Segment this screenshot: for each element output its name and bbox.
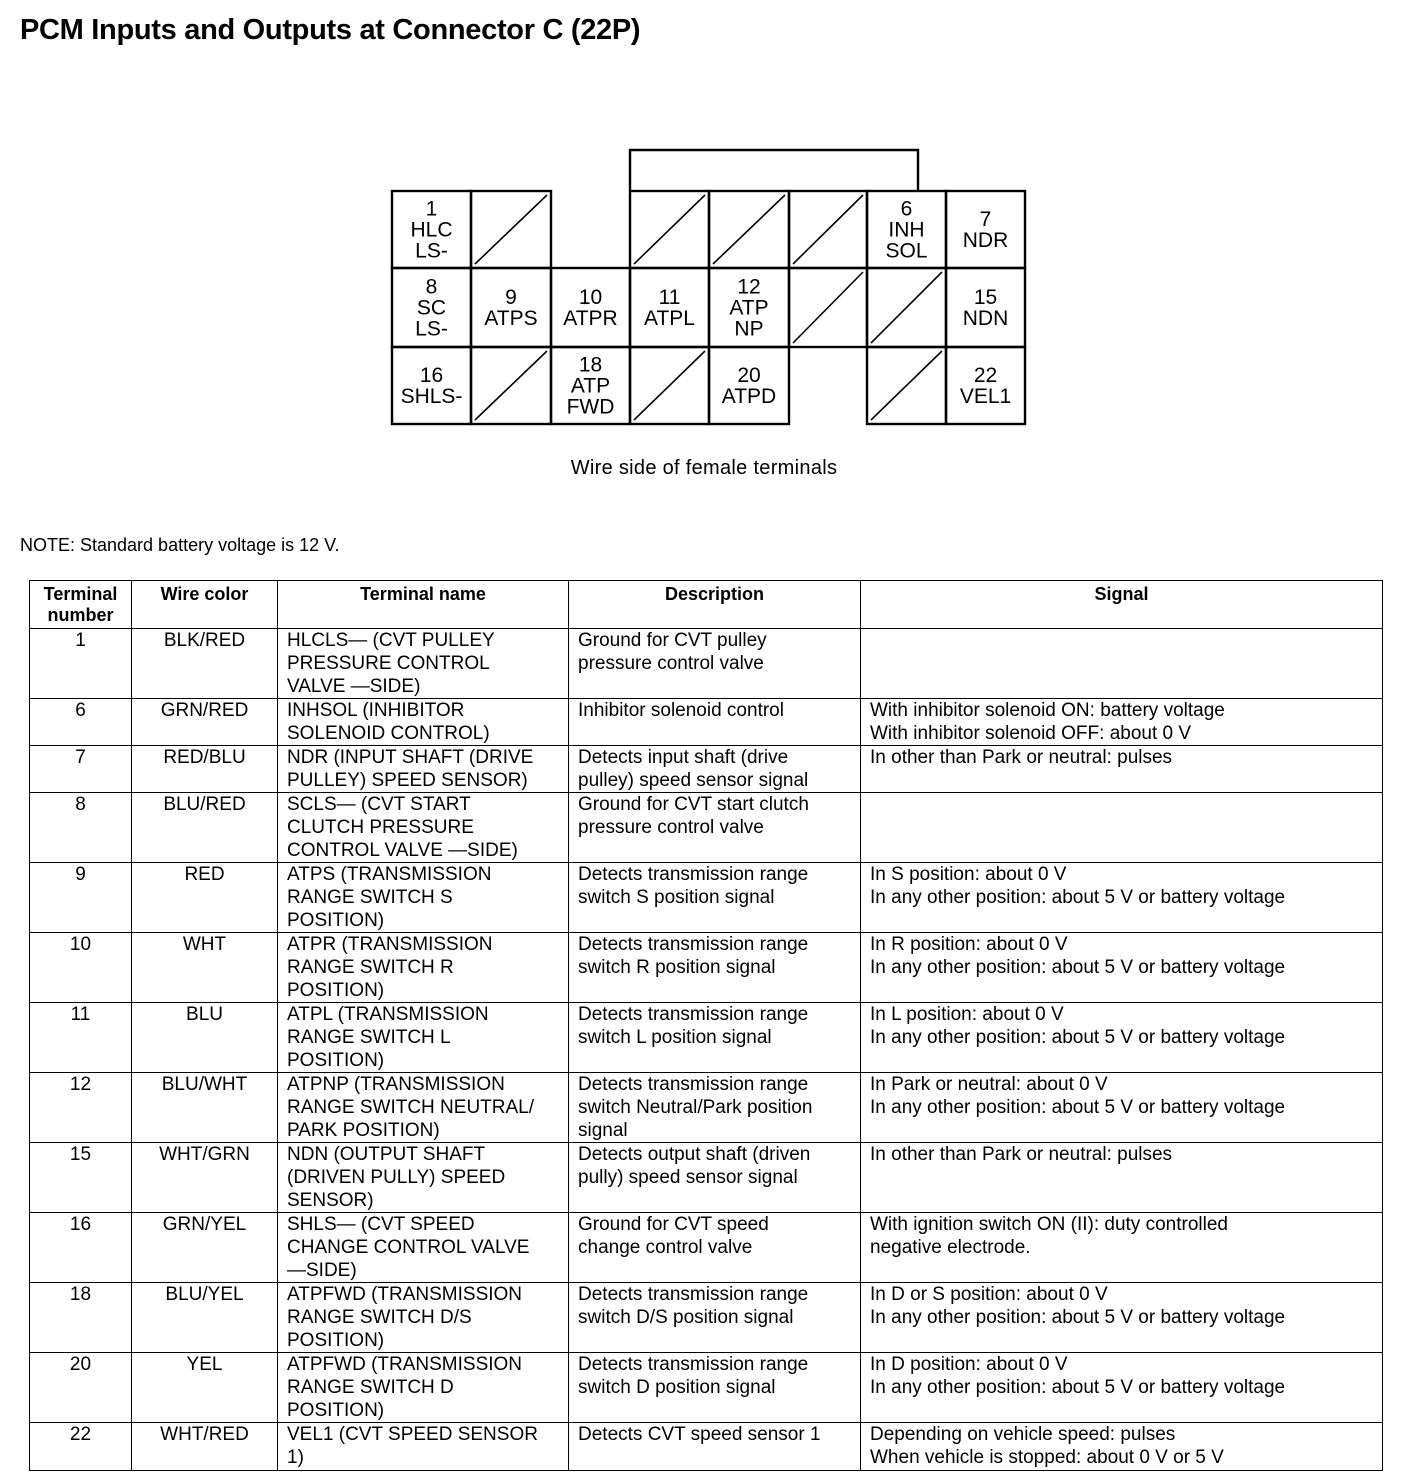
terminal-number-label: 8 bbox=[425, 275, 438, 299]
cell-wire-color: WHT bbox=[132, 933, 278, 1003]
cell-description: Detects transmission range switch D/S position signal bbox=[569, 1283, 861, 1353]
cell-wire-color: YEL bbox=[132, 1353, 278, 1423]
cell-description: Detects transmission range switch R position signal bbox=[569, 933, 861, 1003]
terminal-signal-label: ATP bbox=[729, 296, 769, 320]
cell-description: Ground for CVT pulley pressure control valve bbox=[569, 629, 861, 699]
terminal-signal-label: VEL1 bbox=[959, 385, 1012, 408]
cell-wire-color: RED/BLU bbox=[132, 746, 278, 793]
cell-terminal-number: 9 bbox=[30, 863, 132, 933]
unused-slash bbox=[871, 351, 942, 420]
cell-terminal-name: ATPNP (TRANSMISSION RANGE SWITCH NEUTRAL/ PARK POSITION) bbox=[278, 1073, 569, 1143]
unused-slash bbox=[634, 195, 705, 264]
terminal-number-label: 18 bbox=[578, 353, 603, 377]
terminal-signal-label: INH bbox=[888, 218, 925, 242]
terminal-signal-label: LS- bbox=[415, 239, 448, 263]
header-terminal-name: Terminal name bbox=[278, 581, 569, 629]
terminal-signal-label: FWD bbox=[566, 395, 615, 419]
cell-wire-color: BLU/RED bbox=[132, 793, 278, 863]
table-row bbox=[30, 1073, 1383, 1143]
cell-terminal-number: 1 bbox=[30, 629, 132, 699]
cell-description: Detects CVT speed sensor 1 bbox=[569, 1423, 861, 1471]
cell-description: Detects transmission range switch L position signal bbox=[569, 1003, 861, 1073]
table-row bbox=[30, 863, 1383, 933]
terminal-signal-label: LS- bbox=[415, 317, 448, 341]
terminal-number-label: 12 bbox=[737, 275, 761, 299]
terminal-number-label: 9 bbox=[505, 286, 517, 309]
note-text: NOTE: Standard battery voltage is 12 V. bbox=[20, 535, 340, 555]
unused-slash bbox=[871, 272, 942, 343]
cell-terminal-number: 6 bbox=[30, 699, 132, 746]
cell-description: Inhibitor solenoid control bbox=[569, 699, 861, 746]
cell-terminal-name: SCLS— (CVT START CLUTCH PRESSURE CONTROL VALVE —SIDE) bbox=[278, 793, 569, 863]
cell-wire-color: WHT/RED bbox=[132, 1423, 278, 1471]
terminal-number-label: 20 bbox=[737, 364, 761, 387]
cell-terminal-name: NDR (INPUT SHAFT (DRIVE PULLEY) SPEED SENSOR) bbox=[278, 746, 569, 793]
cell-wire-color: RED bbox=[132, 863, 278, 933]
cell-terminal-name: ATPS (TRANSMISSION RANGE SWITCH S POSITION) bbox=[278, 863, 569, 933]
terminal-number-label: 22 bbox=[973, 364, 998, 387]
cell-description: Detects transmission range switch Neutral/Park position signal bbox=[569, 1073, 861, 1143]
table-row bbox=[30, 1353, 1383, 1423]
terminal-signal-label: NP bbox=[734, 317, 764, 341]
table-row bbox=[30, 1283, 1383, 1353]
cell-terminal-number: 18 bbox=[30, 1283, 132, 1353]
cell-signal: In D position: about 0 V In any other position: about 5 V or battery voltage bbox=[861, 1353, 1383, 1423]
cell-terminal-name: SHLS— (CVT SPEED CHANGE CONTROL VALVE —SIDE) bbox=[278, 1213, 569, 1283]
connector-lock-tab bbox=[630, 150, 918, 191]
table-row bbox=[30, 629, 1383, 699]
cell-terminal-name: ATPL (TRANSMISSION RANGE SWITCH L POSITION) bbox=[278, 1003, 569, 1073]
terminal-signal-label: ATP bbox=[570, 374, 611, 398]
cell-description: Ground for CVT start clutch pressure control valve bbox=[569, 793, 861, 863]
terminal-number-label: 15 bbox=[973, 286, 998, 309]
cell-signal: With ignition switch ON (II): duty controlled negative electrode. bbox=[861, 1213, 1383, 1283]
terminal-signal-label: ATPR bbox=[563, 307, 618, 330]
cell-description: Detects input shaft (drive pulley) speed sensor signal bbox=[569, 746, 861, 793]
cell-signal: In other than Park or neutral: pulses bbox=[861, 1143, 1383, 1213]
connector-diagram bbox=[0, 0, 1408, 500]
cell-signal: In Park or neutral: about 0 V In any other position: about 5 V or battery voltage bbox=[861, 1073, 1383, 1143]
cell-wire-color: GRN/RED bbox=[132, 699, 278, 746]
cell-signal bbox=[861, 629, 1383, 699]
cell-description: Detects transmission range switch D position signal bbox=[569, 1353, 861, 1423]
terminal-number-label: 10 bbox=[578, 286, 603, 309]
cell-wire-color: BLU/WHT bbox=[132, 1073, 278, 1143]
terminal-number-label: 1 bbox=[425, 197, 438, 221]
cell-signal: Depending on vehicle speed: pulses When vehicle is stopped: about 0 V or 5 V bbox=[861, 1423, 1383, 1471]
cell-signal: In other than Park or neutral: pulses bbox=[861, 746, 1383, 793]
cell-signal: With inhibitor solenoid ON: battery voltage With inhibitor solenoid OFF: about 0 V bbox=[861, 699, 1383, 746]
table-row bbox=[30, 1143, 1383, 1213]
terminal-signal-label: SHLS- bbox=[400, 385, 463, 408]
table-header-row bbox=[30, 581, 1383, 629]
unused-slash bbox=[475, 351, 547, 420]
header-description: Description bbox=[569, 581, 861, 629]
page-title: PCM Inputs and Outputs at Connector C (22P) bbox=[20, 14, 641, 46]
cell-terminal-number: 16 bbox=[30, 1213, 132, 1283]
table-row bbox=[30, 933, 1383, 1003]
cell-signal: In D or S position: about 0 V In any other position: about 5 V or battery voltage bbox=[861, 1283, 1383, 1353]
cell-terminal-number: 7 bbox=[30, 746, 132, 793]
cell-wire-color: BLU/YEL bbox=[132, 1283, 278, 1353]
cell-terminal-name: ATPR (TRANSMISSION RANGE SWITCH R POSITION) bbox=[278, 933, 569, 1003]
unused-slash bbox=[475, 195, 547, 264]
connector-caption: Wire side of female terminals bbox=[570, 457, 838, 479]
cell-description: Detects transmission range switch S position signal bbox=[569, 863, 861, 933]
terminal-signal-label: ATPD bbox=[721, 385, 777, 408]
cell-terminal-number: 10 bbox=[30, 933, 132, 1003]
cell-wire-color: BLK/RED bbox=[132, 629, 278, 699]
table-row bbox=[30, 1423, 1383, 1471]
table-row bbox=[30, 793, 1383, 863]
cell-terminal-name: HLCLS— (CVT PULLEY PRESSURE CONTROL VALVE —SIDE) bbox=[278, 629, 569, 699]
terminal-signal-label: NDR bbox=[962, 229, 1009, 252]
cell-signal: In R position: about 0 V In any other position: about 5 V or battery voltage bbox=[861, 933, 1383, 1003]
terminal-signal-label: NDN bbox=[962, 307, 1009, 330]
cell-wire-color: WHT/GRN bbox=[132, 1143, 278, 1213]
header-wire-color: Wire color bbox=[132, 581, 278, 629]
cell-description: Detects output shaft (driven pully) speed sensor signal bbox=[569, 1143, 861, 1213]
cell-terminal-number: 12 bbox=[30, 1073, 132, 1143]
cell-terminal-name: ATPFWD (TRANSMISSION RANGE SWITCH D POSITION) bbox=[278, 1353, 569, 1423]
unused-slash bbox=[793, 272, 863, 343]
table-row bbox=[30, 746, 1383, 793]
terminal-signal-label: SOL bbox=[885, 239, 928, 263]
table-row bbox=[30, 699, 1383, 746]
terminal-signal-label: ATPS bbox=[484, 307, 538, 330]
cell-signal: In S position: about 0 V In any other position: about 5 V or battery voltage bbox=[861, 863, 1383, 933]
cell-description: Ground for CVT speed change control valve bbox=[569, 1213, 861, 1283]
terminal-signal-label: ATPL bbox=[644, 307, 695, 330]
unused-slash bbox=[634, 351, 705, 420]
unused-slash bbox=[713, 195, 785, 264]
cell-wire-color: GRN/YEL bbox=[132, 1213, 278, 1283]
table-row bbox=[30, 1003, 1383, 1073]
terminal-table bbox=[29, 580, 1383, 1471]
terminal-number-label: 7 bbox=[979, 208, 992, 231]
header-signal: Signal bbox=[861, 581, 1383, 629]
terminal-number-label: 6 bbox=[900, 197, 913, 221]
cell-signal: In L position: about 0 V In any other position: about 5 V or battery voltage bbox=[861, 1003, 1383, 1073]
cell-signal bbox=[861, 793, 1383, 863]
cell-terminal-number: 8 bbox=[30, 793, 132, 863]
cell-terminal-number: 15 bbox=[30, 1143, 132, 1213]
cell-terminal-name: VEL1 (CVT SPEED SENSOR 1) bbox=[278, 1423, 569, 1471]
unused-slash bbox=[793, 195, 863, 264]
terminal-number-label: 11 bbox=[658, 286, 681, 309]
cell-terminal-number: 22 bbox=[30, 1423, 132, 1471]
terminal-number-label: 16 bbox=[419, 364, 444, 387]
cell-terminal-number: 20 bbox=[30, 1353, 132, 1423]
cell-terminal-number: 11 bbox=[30, 1003, 132, 1073]
header-terminal-number: Terminal number bbox=[30, 581, 132, 629]
cell-terminal-name: INHSOL (INHIBITOR SOLENOID CONTROL) bbox=[278, 699, 569, 746]
cell-wire-color: BLU bbox=[132, 1003, 278, 1073]
terminal-signal-label: SC bbox=[416, 296, 447, 320]
table-row bbox=[30, 1213, 1383, 1283]
cell-terminal-name: ATPFWD (TRANSMISSION RANGE SWITCH D/S POSITION) bbox=[278, 1283, 569, 1353]
cell-terminal-name: NDN (OUTPUT SHAFT (DRIVEN PULLY) SPEED SENSOR) bbox=[278, 1143, 569, 1213]
terminal-signal-label: HLC bbox=[410, 218, 453, 242]
